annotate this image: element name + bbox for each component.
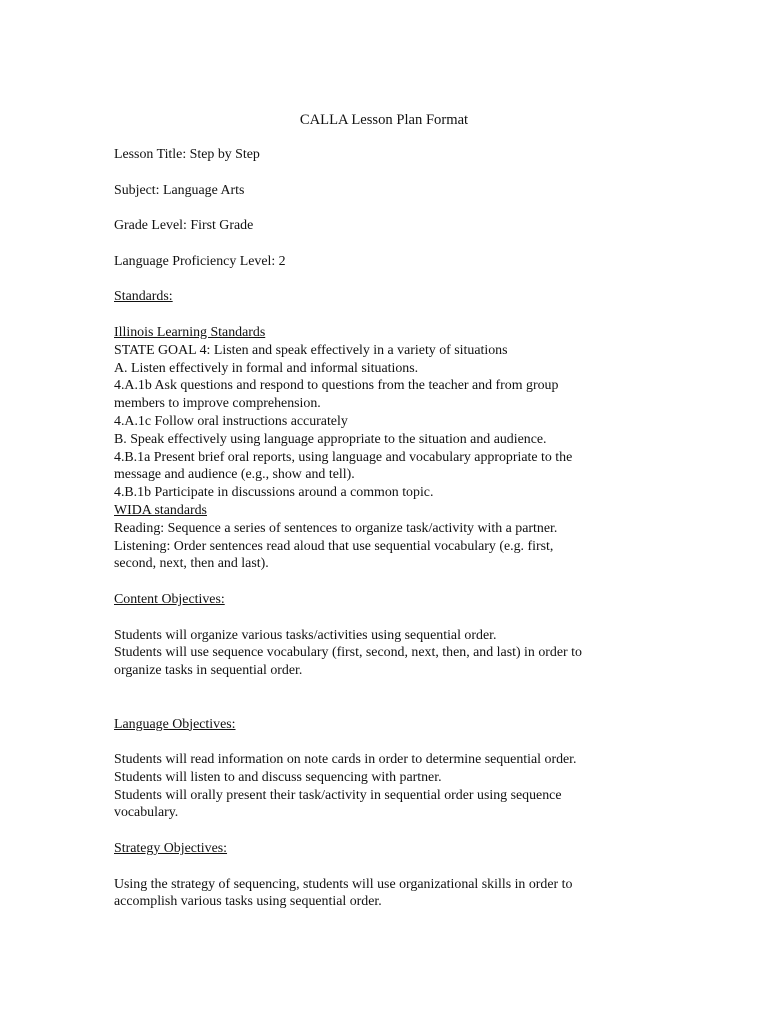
strategy-objective-line: Using the strategy of sequencing, students will use organizational skills in order to xyxy=(114,876,573,892)
language-objectives-heading: Language Objectives: xyxy=(114,716,236,732)
content-objective-line: Students will use sequence vocabulary (first, second, next, then, and last) in order to xyxy=(114,645,582,661)
wida-line: Reading: Sequence a series of sentences to organize task/activity with a partner. xyxy=(114,520,558,536)
content-objective-line: organize tasks in sequential order. xyxy=(114,663,303,679)
document-title: CALLA Lesson Plan Format xyxy=(299,112,469,128)
illinois-line: A. Listen effectively in formal and informal situations. xyxy=(114,360,419,376)
standards-heading: Standards: xyxy=(114,289,173,305)
language-objective-line: Students will orally present their task/activity in sequential order using sequence xyxy=(114,787,562,803)
illinois-line: 4.B.1b Participate in discussions around a common topic. xyxy=(114,485,434,501)
wida-line: Listening: Order sentences read aloud that use sequential vocabulary (e.g. first, xyxy=(114,538,554,554)
proficiency-level: Language Proficiency Level: 2 xyxy=(114,253,286,269)
wida-heading: WIDA standards xyxy=(114,502,207,518)
illinois-heading: Illinois Learning Standards xyxy=(114,324,266,340)
document-body xyxy=(114,146,674,911)
illinois-line: B. Speak effectively using language appropriate to the situation and audience. xyxy=(114,431,547,447)
wida-line: second, next, then and last). xyxy=(114,556,269,572)
illinois-line: 4.B.1a Present brief oral reports, using language and vocabulary appropriate to the xyxy=(114,449,573,465)
illinois-line: 4.A.1c Follow oral instructions accurately xyxy=(114,413,348,429)
language-objective-line: Students will listen to and discuss sequencing with partner. xyxy=(114,769,442,785)
content-objectives-heading: Content Objectives: xyxy=(114,591,225,607)
content-objective-line: Students will organize various tasks/activities using sequential order. xyxy=(114,627,497,643)
strategy-objectives-heading: Strategy Objectives: xyxy=(114,841,228,857)
subject: Subject: Language Arts xyxy=(114,182,245,198)
illinois-line: members to improve comprehension. xyxy=(114,396,321,412)
grade-level: Grade Level: First Grade xyxy=(114,218,254,234)
language-objective-line: Students will read information on note cards in order to determine sequential order. xyxy=(114,752,577,768)
illinois-line: STATE GOAL 4: Listen and speak effectively in a variety of situations xyxy=(114,342,508,358)
illinois-line: message and audience (e.g., show and tell). xyxy=(114,467,355,483)
lesson-title: Lesson Title: Step by Step xyxy=(114,147,260,162)
illinois-line: 4.A.1b Ask questions and respond to questions from the teacher and from group xyxy=(114,378,559,394)
strategy-objective-line: accomplish various tasks using sequential order. xyxy=(114,894,382,910)
language-objective-line: vocabulary. xyxy=(114,805,179,821)
